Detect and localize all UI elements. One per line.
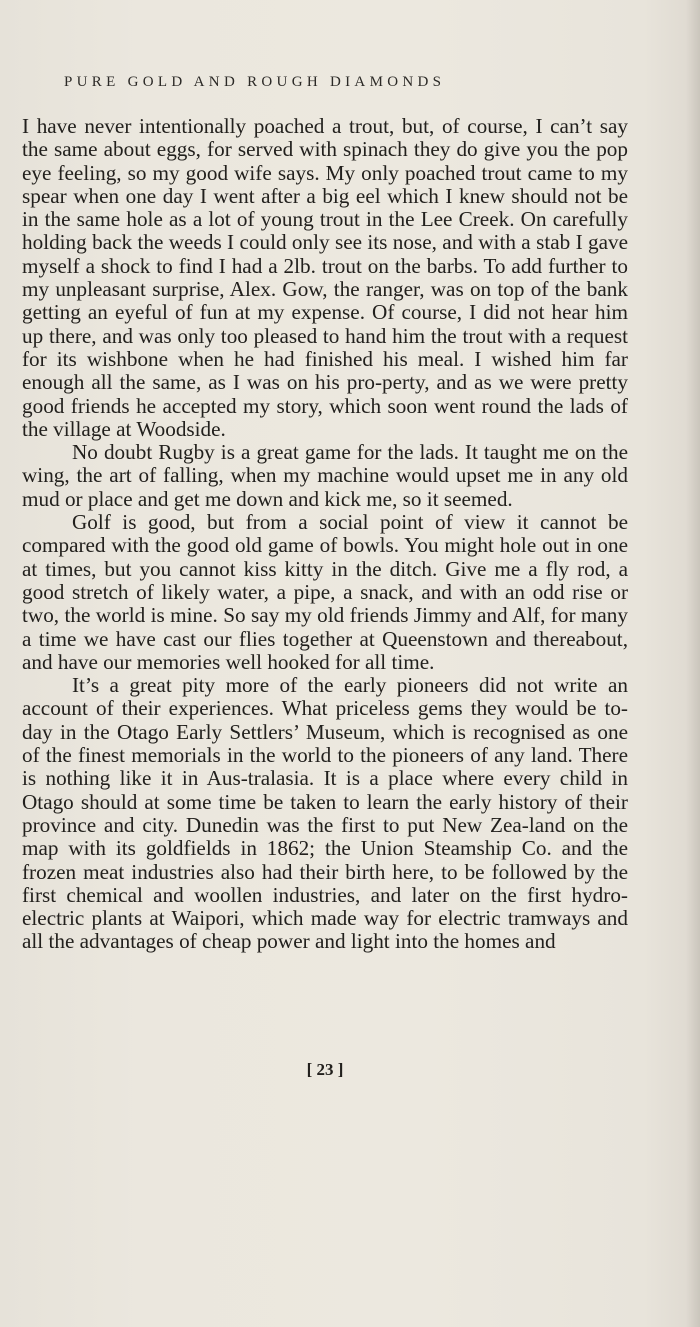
page-number: [ 23 ] bbox=[306, 1060, 344, 1079]
paragraph-pioneers: It’s a great pity more of the early pioneers did not write an account of their experiences. What priceless gems they would be to-day in the Otago Early Settlers’ Museum, which is recognised as one of the finest memorials in the world to the pioneers of any land. There is nothing like it in Aus-tralasia. It is a place where every child in Otago should at some time be taken to learn the early history of their province and city. Dunedin was the first to put New Zea-land on the map with its goldfields in 1862; the Union Steamship Co. and the frozen meat industries also had their birth here, to be followed by the first chemical and woollen industries, and later on the first hydro-electric plants at Waipori, which made way for electric tramways and all the advantages of cheap power and light into the homes and bbox=[22, 673, 628, 954]
paragraph-poached-trout: I have never intentionally poached a trout, but, of course, I can’t say the same about eggs, for served with spinach they do give you the pop eye feeling, so my good wife says. My only poached trout came to my spear when one day I went after a big eel which I knew should not be in the same hole as a lot of young trout in the Lee Creek. On carefully holding back the weeds I could only see its nose, and with a stab I gave myself a shock to find I had a 2lb. trout on the barbs. To add further to my unpleasant surprise, Alex. Gow, the ranger, was on top of the bank getting an eyeful of fun at my expense. Of course, I did not hear him up there, and was only too pleased to hand him the trout with a request for its wishbone when he had finished his meal. I wished him far enough all the same, as I was on his pro-perty, and as we were pretty good friends he accepted my story, which soon went round the lads of the village at Woodside. bbox=[22, 114, 628, 441]
paragraph-golf-bowls: Golf is good, but from a social point of view it cannot be compared with the good old game of bowls. You might hole out in one at times, but you cannot kiss kitty in the ditch. Give me a fly rod, a good stretch of likely water, a pipe, a snack, and with an odd rise or two, the world is mine. So say my old friends Jimmy and Alf, for many a time we have cast our flies together at Queenstown and thereabout, and have our memories well hooked for all time. bbox=[22, 510, 628, 674]
running-head: PURE GOLD AND ROUGH DIAMONDS bbox=[64, 74, 446, 90]
paragraph-rugby: No doubt Rugby is a great game for the lads. It taught me on the wing, the art of falling, when my machine would upset me in any old mud or place and get me down and kick me, so it seemed. bbox=[22, 440, 628, 511]
page-edge-shadow bbox=[686, 0, 700, 1327]
body-text bbox=[22, 115, 628, 954]
